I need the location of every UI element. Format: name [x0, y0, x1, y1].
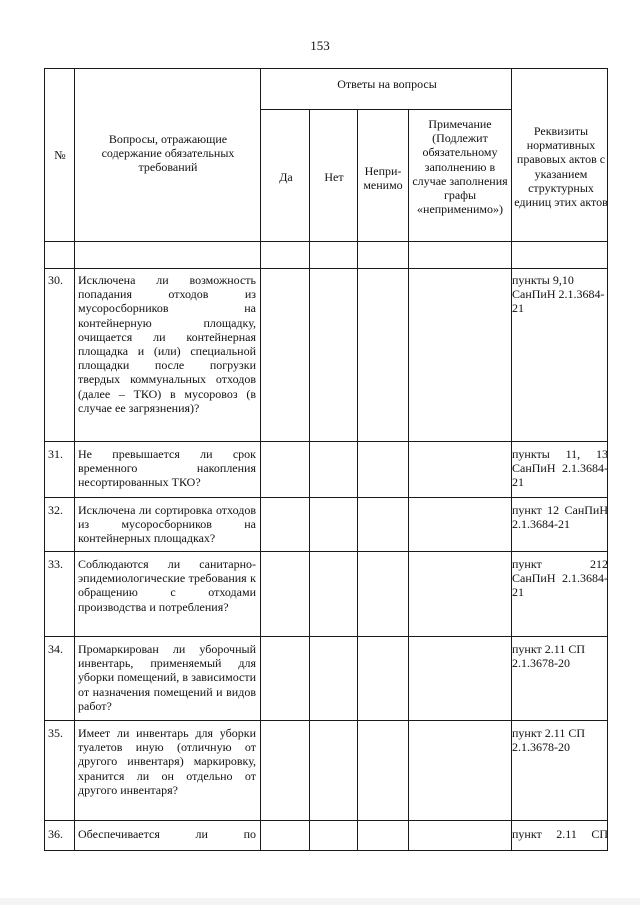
header-answers: Ответы на вопросы — [337, 77, 437, 91]
header-note: Примечание (Подлежит обязательному заполнению в случае заполнения графы «неприменимо») — [412, 117, 508, 217]
row-question: Не превышается ли срок временного накопления несортированных ТКО? — [78, 447, 256, 490]
header-questions: Вопросы, отражающие содержание обязательных требований — [101, 132, 235, 175]
row-legal-ref: пункт 2.11 СП — [512, 827, 608, 841]
row-legal-ref: пункт 2.11 СП 2.1.3678-20 — [512, 642, 585, 671]
row-question: Имеет ли инвентарь для уборки туалетов иную (отличную от другого инвентаря) маркировку, хранится ли он отдельно от другого инвентаря? — [78, 726, 256, 797]
page-number: 153 — [310, 38, 330, 53]
row-number: 34. — [48, 642, 63, 656]
row-legal-ref: пункты 11, 13 СанПиН 2.1.3684-21 — [512, 447, 608, 490]
row-number: 33. — [48, 557, 63, 571]
row-number: 32. — [48, 503, 63, 517]
row-number: 36. — [48, 827, 63, 841]
row-question: Исключена ли возможность попадания отходов из мусоросборников на контейнерную площадку, очищается ли контейнерная площадка и (или) специальной площадки после погрузки твердых коммунальных отходов (далее – ТКО) в мусоровоз (в случае ее загрязнения)? — [78, 273, 256, 415]
header-yes: Да — [279, 170, 293, 184]
row-legal-ref: пункт 12 СанПиН 2.1.3684-21 — [512, 503, 608, 532]
row-question: Обеспечивается ли по — [78, 827, 256, 841]
header-not-applicable: Непри-менимо — [363, 164, 403, 193]
header-no: Нет — [324, 170, 344, 184]
row-legal-ref: пункт 2.11 СП 2.1.3678-20 — [512, 726, 585, 755]
scan-edge — [0, 898, 640, 905]
header-legal-refs: Реквизиты нормативных правовых актов с указанием структурных единиц этих актов — [514, 124, 608, 210]
row-number: 31. — [48, 447, 63, 461]
row-question: Соблюдаются ли санитарно-эпидемиологические требования к обращению с отходами производства и потребления? — [78, 557, 256, 614]
header-number: № — [54, 148, 66, 162]
row-number: 30. — [48, 273, 63, 287]
row-legal-ref: пункт 212 СанПиН 2.1.3684-21 — [512, 557, 608, 600]
row-number: 35. — [48, 726, 63, 740]
row-question: Промаркирован ли уборочный инвентарь, применяемый для уборки помещений, в зависимости от назначения помещений и видов работ? — [78, 642, 256, 713]
row-question: Исключена ли сортировка отходов из мусоросборников на контейнерных площадках? — [78, 503, 256, 546]
row-legal-ref: пункты 9,10 СанПиН 2.1.3684-21 — [512, 273, 605, 316]
